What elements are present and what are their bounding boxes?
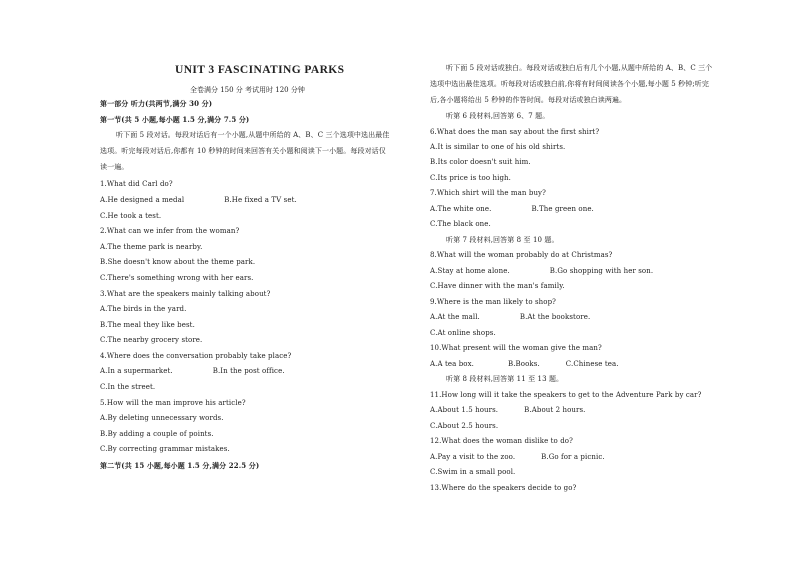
option: A.A tea box.	[430, 360, 474, 368]
question: 3.What are the speakers mainly talking about?	[100, 290, 271, 298]
part-heading: 第一部分 听力(共两节,满分 30 分)	[100, 99, 213, 108]
option: A.It is similar to one of his old shirts.	[430, 143, 566, 151]
option: C.Chinese tea.	[565, 360, 619, 368]
question: 10.What present will the woman give the man?	[430, 344, 602, 352]
option: C.In the street.	[100, 383, 156, 391]
option: B.The meal they like best.	[100, 321, 195, 329]
question: 6.What does the man say about the first shirt?	[430, 128, 600, 136]
option-row	[430, 205, 594, 214]
option: C.Swim in a small pool.	[430, 468, 516, 476]
option: B.The green one.	[531, 205, 594, 213]
option: B.She doesn't know about the theme park.	[100, 258, 256, 266]
question: 13.Where do the speakers decide to go?	[430, 484, 577, 492]
option: B.In the post office.	[212, 367, 285, 375]
option: A.In a supermarket.	[100, 367, 173, 375]
passage-heading: 听第 8 段材料,回答第 11 至 13 题。	[446, 375, 564, 383]
option: B.By adding a couple of points.	[100, 430, 214, 438]
option: A.About 1.5 hours.	[430, 406, 499, 414]
section-heading: 第二节(共 15 小题,每小题 1.5 分,满分 22.5 分)	[100, 461, 260, 470]
instruction-line: 选项中选出最佳选项。听每段对话或独白前,你将有时间阅读各个小题,每小题 5 秒钟;听完	[430, 80, 710, 88]
option: C.The nearby grocery store.	[100, 336, 203, 344]
question: 5.How will the man improve his article?	[100, 399, 246, 407]
option: A.The theme park is nearby.	[100, 243, 203, 251]
passage-heading: 听第 7 段材料,回答第 8 至 10 题。	[446, 236, 559, 244]
option-row	[430, 313, 590, 322]
option-row	[430, 360, 619, 369]
option: B.Its color doesn't suit him.	[430, 158, 531, 166]
question: 11.How long will it take the speakers to get to the Adventure Park by car?	[430, 391, 702, 399]
option: A.Stay at home alone.	[430, 267, 510, 275]
option: C.About 2.5 hours.	[430, 422, 499, 430]
option: A.The birds in the yard.	[100, 305, 187, 313]
option: B.About 2 hours.	[524, 406, 586, 414]
question: 2.What can we infer from the woman?	[100, 227, 240, 235]
page-subtitle: 全卷满分 150 分 考试用时 120 分钟	[190, 86, 305, 94]
page-title: UNIT 3 FASCINATING PARKS	[175, 64, 345, 76]
question: 1.What did Carl do?	[100, 180, 173, 188]
option: C.There's something wrong with her ears.	[100, 274, 254, 282]
option-row	[100, 367, 285, 376]
option: C.He took a test.	[100, 212, 162, 220]
option: A.Pay a visit to the zoo.	[430, 453, 516, 461]
option: B.At the bookstore.	[519, 313, 591, 321]
option: C.At online shops.	[430, 329, 496, 337]
option: C.Its price is too high.	[430, 174, 511, 182]
instruction-line: 读一遍。	[100, 163, 129, 171]
question: 7.Which shirt will the man buy?	[430, 189, 546, 197]
option: B.He fixed a TV set.	[224, 196, 297, 204]
option-row	[430, 453, 605, 462]
option: B.Go shopping with her son.	[549, 267, 654, 275]
option: A.At the mall.	[430, 313, 480, 321]
option-row	[100, 196, 297, 205]
instruction-line: 后,各小题将给出 5 秒钟的作答时间。每段对话或独白读两遍。	[430, 96, 627, 104]
option: C.By correcting grammar mistakes.	[100, 445, 230, 453]
question: 4.Where does the conversation probably take place?	[100, 352, 292, 360]
passage-heading: 听第 6 段材料,回答第 6、7 题。	[446, 112, 550, 120]
option-row	[430, 267, 653, 276]
instruction-line: 听下面 5 段对话或独白。每段对话或独白后有几个小题,从题中所给的 A、B、C 三个	[446, 64, 713, 72]
question: 9.Where is the man likely to shop?	[430, 298, 557, 306]
instruction-line: 选项。听完每段对话后,你都有 10 秒钟的时间来回答有关小题和阅读下一小题。每段对话仅	[100, 147, 386, 155]
instruction-line: 听下面 5 段对话。每段对话后有一个小题,从题中所给的 A、B、C 三个选项中选出最佳	[116, 131, 390, 139]
question: 8.What will the woman probably do at Christmas?	[430, 251, 613, 259]
option: B.Go for a picnic.	[541, 453, 605, 461]
option: A.He designed a medal	[100, 196, 185, 204]
option: B.Books.	[507, 360, 540, 368]
option: C.The black one.	[430, 220, 491, 228]
option-row	[430, 406, 585, 415]
option: C.Have dinner with the man's family.	[430, 282, 565, 290]
option: A.By deleting unnecessary words.	[100, 414, 224, 422]
question: 12.What does the woman dislike to do?	[430, 437, 573, 445]
option: A.The white one.	[430, 205, 492, 213]
section-heading: 第一节(共 5 小题,每小题 1.5 分,满分 7.5 分)	[100, 115, 250, 124]
